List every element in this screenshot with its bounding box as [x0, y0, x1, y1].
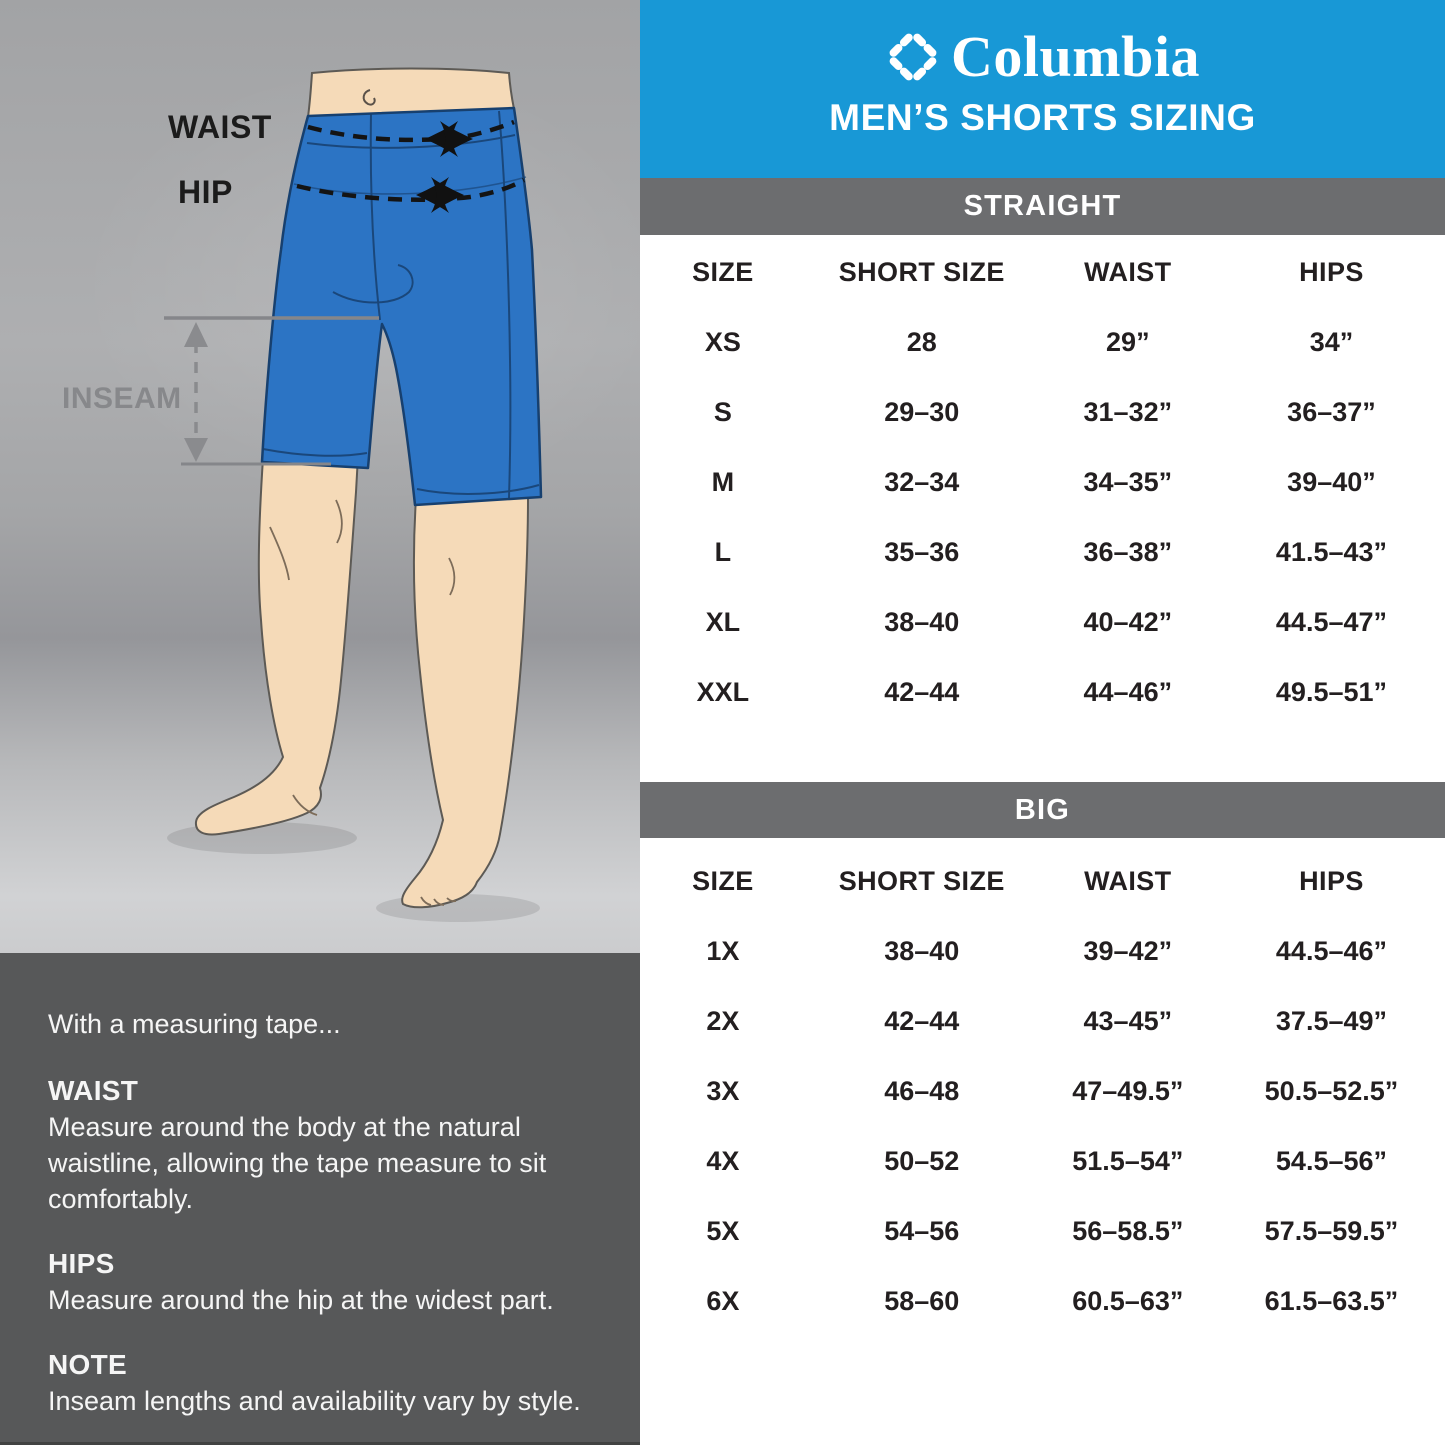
instruction-item — [48, 1075, 596, 1218]
cell-short-size: 58–60 — [884, 1285, 960, 1316]
cell-size: XL — [705, 606, 741, 637]
cell-size: 2X — [706, 1005, 740, 1036]
cell-size: 5X — [706, 1215, 740, 1246]
column-header: HIPS — [1299, 865, 1364, 896]
cell-short-size: 54–56 — [884, 1215, 960, 1246]
cell-short-size: 35–36 — [884, 536, 960, 567]
section-bar-big: BIG — [640, 782, 1445, 838]
instruction-heading: WAIST — [48, 1074, 139, 1106]
sizing-chart-panel — [640, 0, 1445, 1445]
inseam-label: INSEAM — [62, 382, 182, 415]
section-bar-straight: STRAIGHT — [640, 178, 1445, 235]
table-row — [640, 307, 1445, 377]
cell-waist: 40–42” — [1083, 606, 1173, 637]
column-header: SHORT SIZE — [838, 865, 1005, 896]
table-header-row — [640, 237, 1445, 307]
column-header: HIPS — [1299, 256, 1364, 287]
cell-size: 1X — [706, 935, 740, 966]
cell-waist: 39–42” — [1083, 935, 1173, 966]
size-table-straight — [640, 235, 1445, 784]
cell-size: M — [711, 466, 735, 497]
table-row — [640, 916, 1445, 986]
table-row — [640, 587, 1445, 657]
instruction-item — [48, 1349, 596, 1420]
table-row — [640, 657, 1445, 727]
cell-waist: 44–46” — [1083, 676, 1173, 707]
column-header: WAIST — [1084, 865, 1172, 896]
columbia-diamond-logo-icon — [885, 29, 941, 85]
brand-header — [640, 0, 1445, 178]
cell-waist: 51.5–54” — [1072, 1145, 1184, 1176]
cell-hips: 49.5–51” — [1275, 676, 1388, 707]
cell-waist: 34–35” — [1083, 466, 1173, 497]
instruction-text: Measure around the hip at the widest part. — [48, 1284, 554, 1315]
table-row — [640, 1056, 1445, 1126]
instructions-intro: With a measuring tape... — [48, 1009, 341, 1039]
brand-logo — [885, 26, 1200, 88]
cell-size: 4X — [706, 1145, 740, 1176]
cell-waist: 60.5–63” — [1072, 1285, 1184, 1316]
size-table-big — [640, 838, 1445, 1445]
instruction-text: Measure around the body at the natural waistline, allowing the tape measure to sit comfortably. — [48, 1111, 547, 1214]
instruction-item — [48, 1248, 596, 1319]
cell-hips: 50.5–52.5” — [1264, 1075, 1399, 1106]
cell-hips: 41.5–43” — [1275, 536, 1388, 567]
cell-short-size: 32–34 — [884, 466, 960, 497]
column-header: SIZE — [692, 256, 754, 287]
cell-waist: 47–49.5” — [1072, 1075, 1184, 1106]
table-row — [640, 986, 1445, 1056]
cell-short-size: 29–30 — [884, 396, 960, 427]
table-body-straight — [640, 307, 1445, 727]
instruction-heading: NOTE — [48, 1348, 127, 1380]
cell-short-size: 28 — [906, 326, 937, 357]
table-row — [640, 377, 1445, 447]
cell-size: 6X — [706, 1285, 740, 1316]
shorts-graphic — [262, 108, 541, 505]
cell-hips: 54.5–56” — [1275, 1145, 1388, 1176]
cell-size: XXL — [696, 676, 750, 707]
cell-size: 3X — [706, 1075, 740, 1106]
figure-scene — [0, 0, 640, 953]
column-header: WAIST — [1084, 256, 1172, 287]
cell-size: L — [714, 536, 732, 567]
cell-hips: 44.5–47” — [1275, 606, 1388, 637]
instruction-text: Inseam lengths and availability vary by style. — [48, 1385, 581, 1416]
right-leg — [402, 498, 528, 907]
table-row — [640, 1196, 1445, 1266]
cell-size: S — [713, 396, 732, 427]
table-header-row — [640, 846, 1445, 916]
cell-waist: 56–58.5” — [1072, 1215, 1184, 1246]
cell-size: XS — [704, 326, 741, 357]
cell-short-size: 38–40 — [884, 606, 960, 637]
cell-hips: 61.5–63.5” — [1264, 1285, 1399, 1316]
cell-waist: 36–38” — [1083, 536, 1173, 567]
cell-hips: 36–37” — [1287, 396, 1376, 427]
waist-label: WAIST — [168, 109, 272, 145]
cell-short-size: 50–52 — [884, 1145, 960, 1176]
cell-short-size: 42–44 — [884, 1005, 960, 1036]
table-row — [640, 1126, 1445, 1196]
measuring-instructions-panel — [0, 953, 640, 1445]
table-row — [640, 447, 1445, 517]
page-title: MEN’S SHORTS SIZING — [829, 97, 1256, 138]
cell-short-size: 46–48 — [884, 1075, 960, 1106]
cell-waist: 43–45” — [1083, 1005, 1173, 1036]
cell-short-size: 38–40 — [884, 935, 960, 966]
table-row — [640, 1266, 1445, 1336]
table-row — [640, 517, 1445, 587]
column-header: SIZE — [692, 865, 754, 896]
cell-hips: 57.5–59.5” — [1264, 1215, 1399, 1246]
table-body-big — [640, 916, 1445, 1336]
left-leg — [196, 456, 358, 835]
column-header: SHORT SIZE — [838, 256, 1005, 287]
cell-short-size: 42–44 — [884, 676, 960, 707]
cell-hips: 37.5–49” — [1275, 1005, 1388, 1036]
cell-waist: 29” — [1106, 326, 1150, 357]
cell-hips: 34” — [1309, 326, 1354, 357]
brand-wordmark: Columbia — [951, 24, 1200, 89]
hip-label: HIP — [178, 174, 233, 210]
cell-hips: 44.5–46” — [1275, 935, 1388, 966]
cell-waist: 31–32” — [1083, 396, 1173, 427]
instruction-heading: HIPS — [48, 1247, 115, 1279]
cell-hips: 39–40” — [1287, 466, 1376, 497]
figure-illustration — [0, 0, 640, 953]
instructions-list — [48, 1075, 596, 1420]
